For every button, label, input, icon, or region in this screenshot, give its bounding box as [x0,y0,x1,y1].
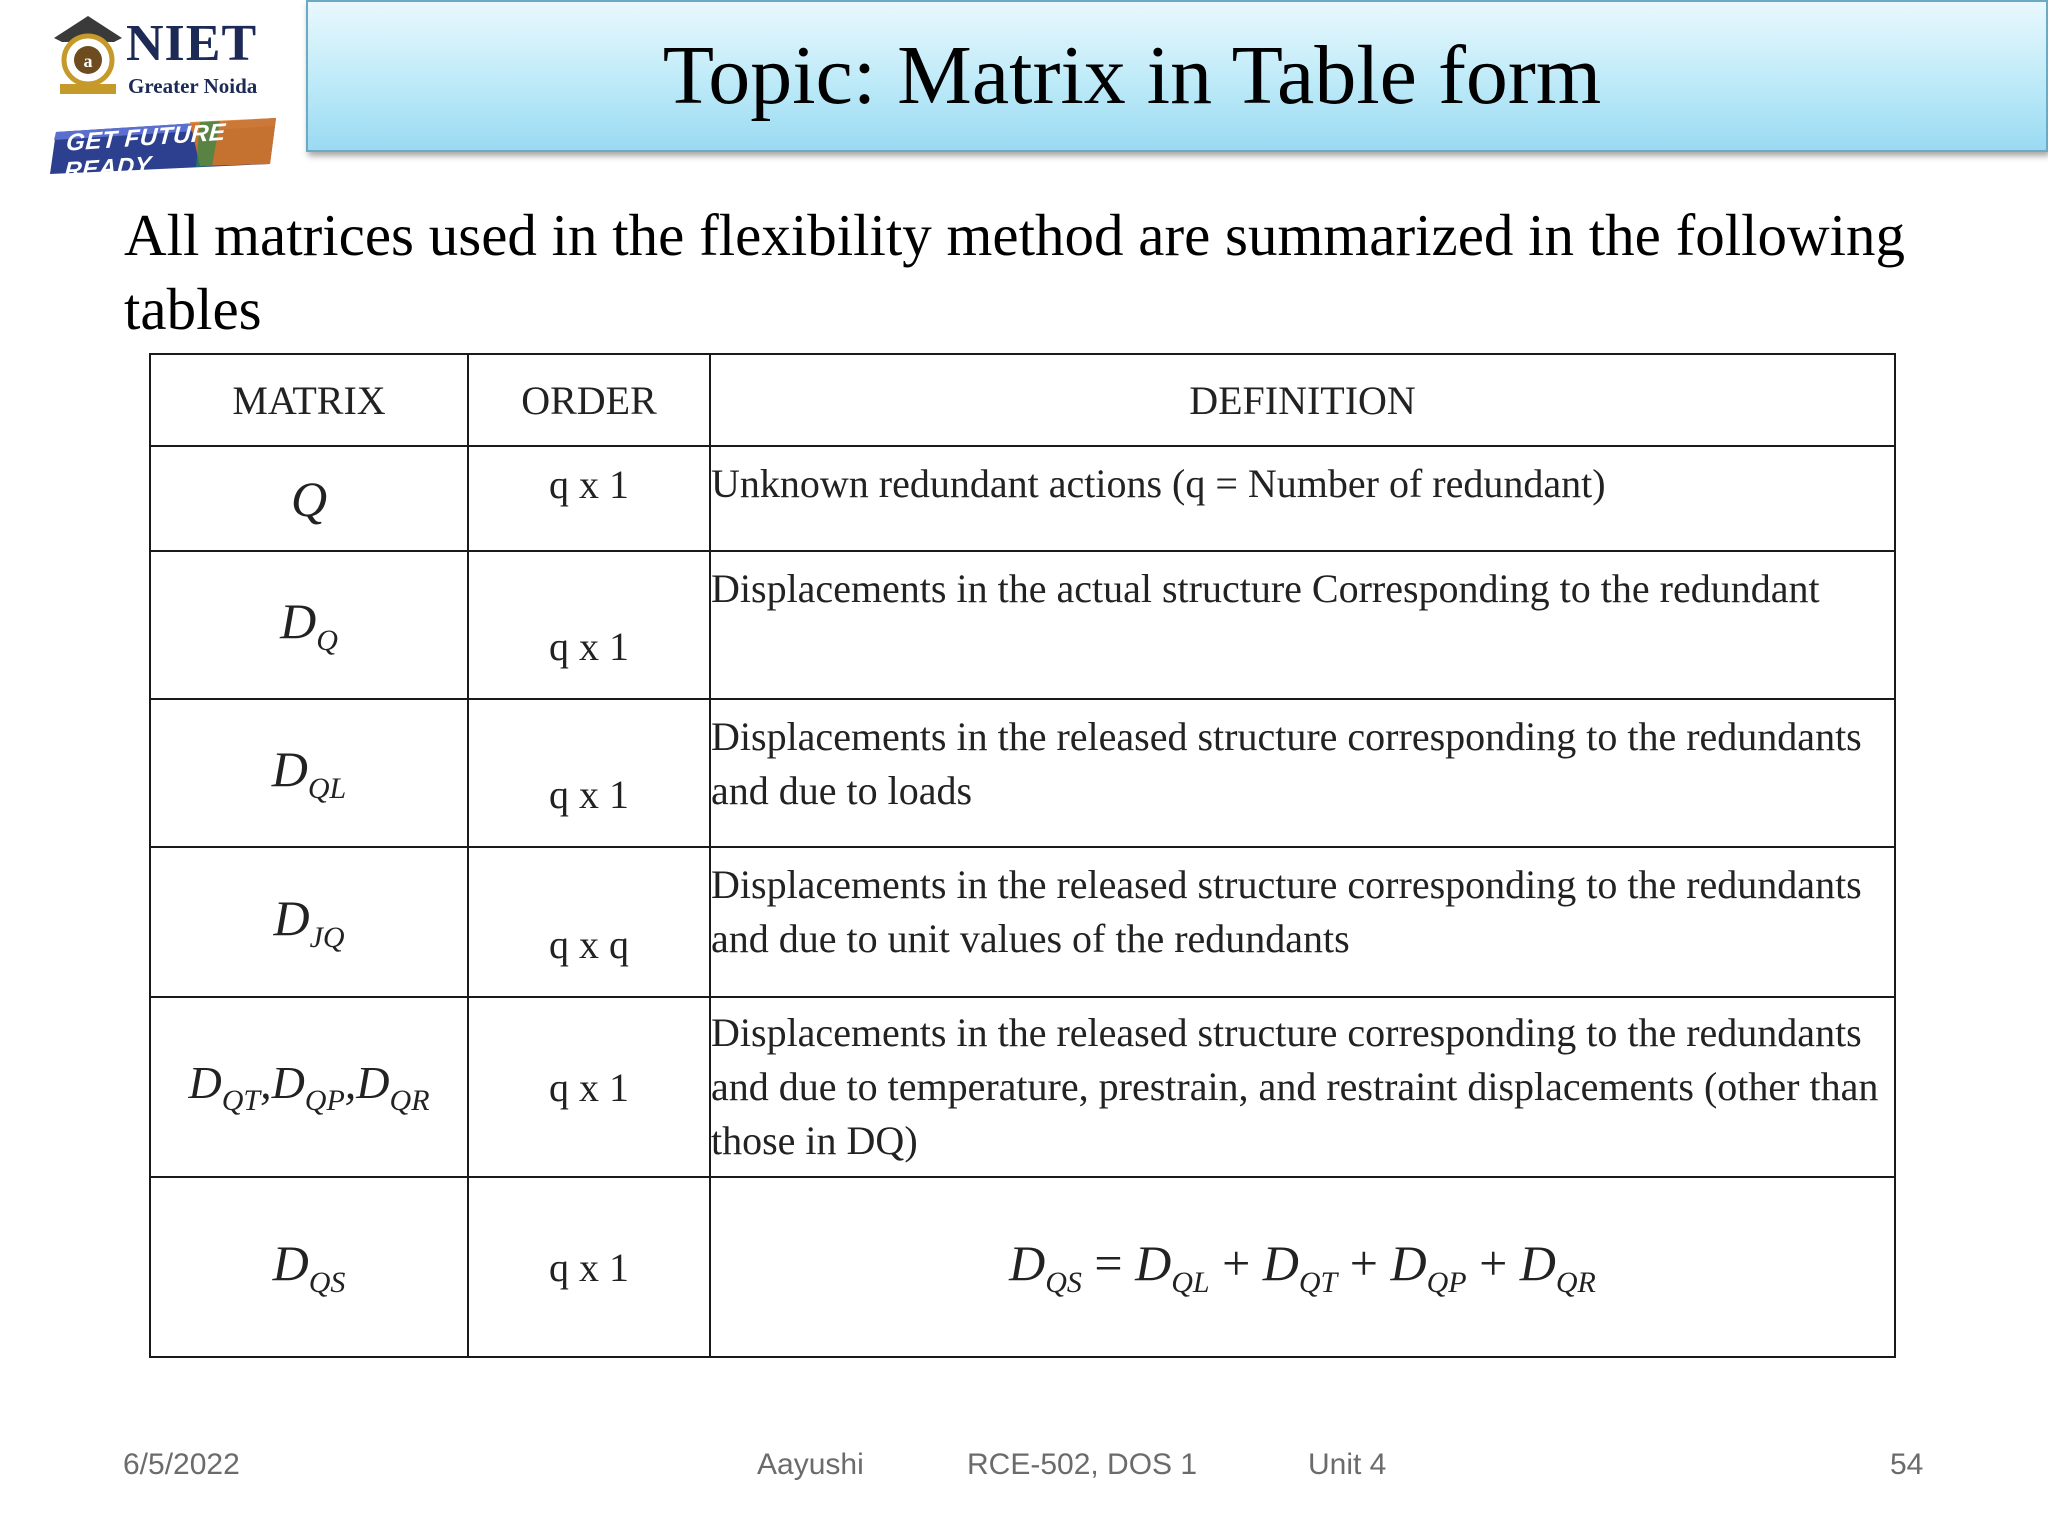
matrix-subscript: QP [304,1084,345,1117]
matrix-definition: Displacements in the released structure corresponding to the redundants and due to temperature, prestrain, and restraint displacements (other than those in DQ) [710,997,1895,1177]
matrix-definition: Displacements in the released structure corresponding to the redundants and due to loads [710,699,1895,847]
formula-subscript: QP [1426,1266,1467,1299]
table-row [150,997,1895,1177]
table-header-row [150,354,1895,446]
table-row [150,699,1895,847]
matrix-subscript: Q [316,624,338,657]
matrix-symbol: $D_{QT},D_{QP},D_{QR}$ [150,997,468,1177]
header-definition: DEFINITION [710,354,1895,446]
intro-text: All matrices used in the flexibility method are summarized in the following tables [124,202,1906,342]
formula-term: D [1262,1235,1299,1291]
formula-operator: = [1094,1235,1123,1291]
matrix-subscript: QS [308,1266,346,1299]
formula-term: D [1519,1235,1556,1291]
slide-title: Topic: Matrix in Table form [662,29,1602,122]
matrix-definition-formula [710,1177,1895,1357]
table-row [150,847,1895,997]
footer-page-number: 54 [1890,1448,1924,1481]
formula-term: D [1390,1235,1427,1291]
matrix-letter: D [273,890,310,946]
logo-tagline: GET FUTURE READY [63,118,227,185]
footer-author: Aayushi [757,1448,864,1481]
matrix-definition: Displacements in the actual structure Corresponding to the redundant [710,551,1895,699]
matrix-symbol [150,551,468,699]
matrix-definition: Unknown redundant actions (q = Number of redundant) [710,446,1895,551]
svg-text:a: a [83,51,93,71]
matrix-subscript: QR [389,1084,430,1117]
footer-date: 6/5/2022 [123,1448,240,1481]
footer-course: RCE-502, DOS 1 [967,1448,1198,1481]
matrix-subscript: QT [221,1084,261,1117]
formula-term: D [1135,1235,1172,1291]
title-banner [306,0,2048,152]
matrix-letter: D [271,1057,305,1108]
matrix-subscript: JQ [309,921,345,954]
matrix-order: q x 1 [468,551,710,699]
matrix-order: q x q [468,847,710,997]
formula-subscript: QL [1171,1266,1210,1299]
formula-operator: + [1349,1235,1378,1291]
formula-subscript: QS [1045,1266,1082,1299]
footer-unit: Unit 4 [1308,1448,1387,1481]
matrix-definition: Displacements in the released structure corresponding to the redundants and due to unit values of the redundants [710,847,1895,997]
matrix-table [149,353,1896,1358]
logo-name: NIET [126,15,258,72]
formula-subscript: QT [1298,1266,1338,1299]
header-matrix: MATRIX [150,354,468,446]
matrix-order: q x 1 [468,446,710,551]
table-row [150,1177,1895,1357]
formula-subscript: QR [1555,1266,1596,1299]
matrix-letter: D [271,741,308,797]
matrix-symbol [150,1177,468,1357]
matrix-symbol [150,446,468,551]
matrix-letter: Q [290,470,328,527]
matrix-symbol [150,699,468,847]
table-row [150,446,1895,551]
formula-operator: + [1222,1235,1251,1291]
matrix-letter: D [272,1235,309,1291]
matrix-order: q x 1 [468,997,710,1177]
formula-operator: + [1479,1235,1508,1291]
niet-logo [48,12,288,185]
formula-term: D [1009,1235,1046,1291]
matrix-letter: D [356,1057,390,1108]
matrix-letter: D [188,1057,222,1108]
matrix-symbol [150,847,468,997]
matrix-order: q x 1 [468,1177,710,1357]
matrix-letter: D [280,593,317,649]
table-row [150,551,1895,699]
logo-subtitle: Greater Noida [128,74,258,98]
header-order: ORDER [468,354,710,446]
matrix-order: q x 1 [468,699,710,847]
niet-seal-icon [48,12,128,102]
matrix-subscript: QL [307,772,347,805]
